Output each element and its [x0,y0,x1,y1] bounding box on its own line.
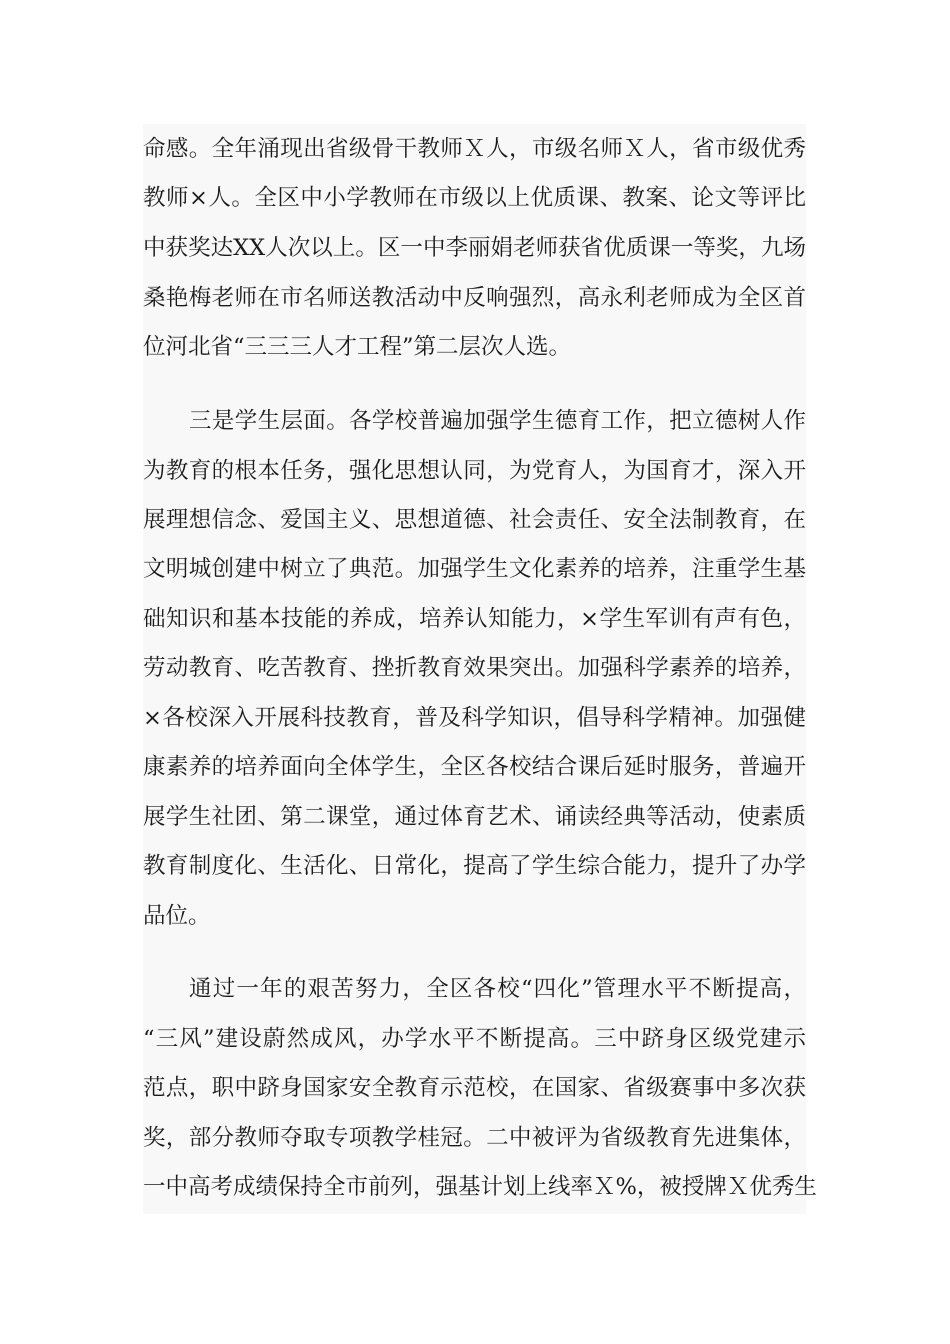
text-line: 康素养的培养面向全体学生，全区各校结合课后延时服务，普遍开 [143,754,806,780]
text-line: 范点，职中跻身国家安全教育示范校，在国家、省级赛事中多次获 [143,1075,806,1101]
text-line: 奖，部分教师夺取专项教学桂冠。二中被评为省级教育先进集体， [143,1125,806,1151]
text-line: 展学生社团、第二课堂，通过体育艺术、诵读经典等活动，使素质 [143,804,806,830]
text-line: 为教育的根本任务，强化思想认同，为党育人，为国育才，深入开 [143,458,806,484]
text-line: 展理想信念、爱国主义、思想道德、社会责任、安全法制教育，在 [143,507,806,533]
text-line: 命感。全年涌现出省级骨干教师Ｘ人，市级名师Ｘ人，省市级优秀 [143,136,806,162]
text-line: 通过一年的艰苦努力，全区各校“四化”管理水平不断提高， [189,976,806,1002]
text-line: 教师×人。全区中小学教师在市级以上优质课、教案、论文等评比 [143,185,806,211]
text-line: 教育制度化、生活化、日常化，提高了学生综合能力，提升了办学 [143,853,806,879]
text-line: 一中高考成绩保持全市前列，强基计划上线率Ｘ%，被授牌Ｘ优秀生 [143,1174,817,1200]
text-line: ×各校深入开展科技教育，普及科学知识，倡导科学精神。加强健 [143,705,806,731]
text-line: 文明城创建中树立了典范。加强学生文化素养的培养，注重学生基 [143,556,806,582]
text-line: 三是学生层面。各学校普遍加强学生德育工作，把立德树人作 [189,408,806,434]
text-line: 劳动教育、吃苦教育、挫折教育效果突出。加强科学素养的培养， [143,655,806,681]
text-line: 础知识和基本技能的养成，培养认知能力，×学生军训有声有色， [143,606,806,632]
text-line: 品位。 [143,903,211,929]
text-line: 位河北省“三三三人才工程”第二层次人选。 [143,334,572,360]
text-line: “三风”建设蔚然成风，办学水平不断提高。三中跻身区级党建示 [143,1026,806,1052]
document-body [143,124,817,1214]
text-line: 桑艳梅老师在市名师送教活动中反响强烈，高永利老师成为全区首 [143,285,806,311]
text-line: 中获奖达XX人次以上。区一中李丽娟老师获省优质课一等奖，九场 [143,235,806,261]
